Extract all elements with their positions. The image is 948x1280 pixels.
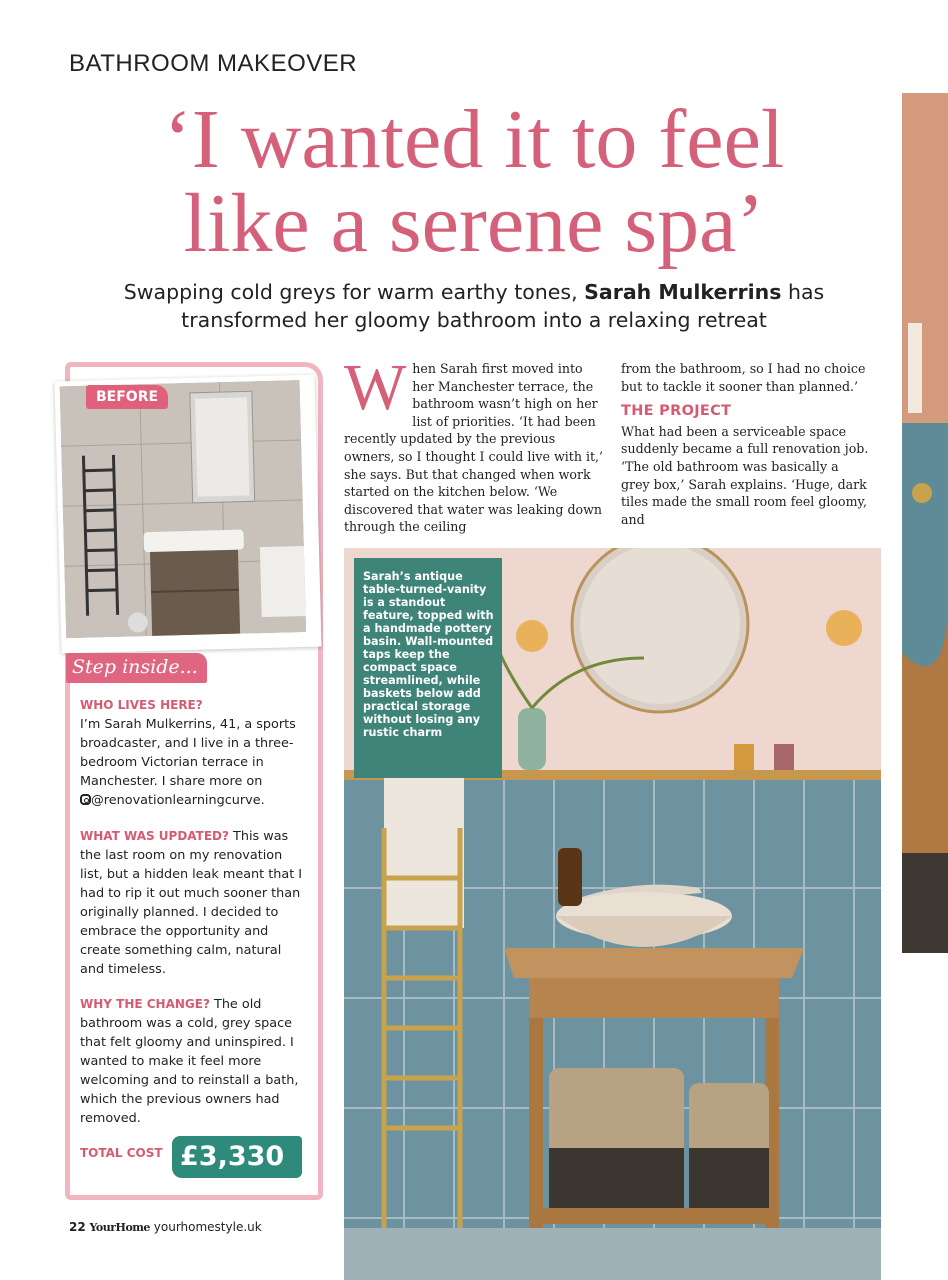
body-col1-text: hen Sarah first moved into her Manchester terrace, the bathroom wasn’t high on her list of priorities. ‘It had been recently updated by the previous owners, so I thought I could live with it,’ she says. But that changed when work started on the kitchen below. ‘We discovered that water was leaking down through the ceiling <box>344 361 604 535</box>
dropcap: W <box>344 351 407 424</box>
step-inside-label: Step inside... <box>66 653 207 683</box>
brand-logo: YourHome <box>89 1221 150 1234</box>
footer-url: yourhomestyle.uk <box>153 1220 262 1234</box>
section-label: BATHROOM MAKEOVER <box>69 50 358 77</box>
total-cost-label: TOTAL COST <box>80 1146 163 1160</box>
what-answer: This was the last room on my renovation list, but a hidden leak meant that I had to rip it out much sooner than originally planned. I decided to embrace the opportunity and create something calm, natural and timeless. <box>80 829 303 977</box>
standfirst-name: Sarah Mulkerrins <box>584 280 782 304</box>
body-column-1 <box>344 351 606 536</box>
adjacent-page-photo <box>902 93 948 953</box>
body-col2-text: What had been a serviceable space suddenly became a full renovation job. ‘The old bathroom was basically a grey box,’ Sarah explains. ‘Huge, dark tiles made the small room feel gloomy, and <box>621 423 869 527</box>
page-footer <box>69 1220 262 1234</box>
before-tag: BEFORE <box>86 385 168 409</box>
who-lives-here-block <box>80 696 304 810</box>
photo-caption: Sarah’s antique table-turned-vanity is a standout feature, topped with a handmade pottery basin. Wall-mounted taps keep the compact space streamlined, while baskets below add practical storage without losing any rustic charm <box>354 558 502 778</box>
before-photo <box>54 375 321 654</box>
instagram-icon <box>80 794 91 805</box>
standfirst-after: has transformed her gloomy bathroom into a relaxing retreat <box>181 280 825 332</box>
headline-line-1: ‘I wanted it to feel <box>163 93 785 186</box>
why-change-block <box>80 995 304 1128</box>
headline-line-2: like a serene spa’ <box>183 177 765 270</box>
who-answer: I’m Sarah Mulkerrins, 41, a sports broadcaster, and I live in a three-bedroom Victorian terrace in Manchester. I share more on <box>80 717 296 789</box>
standfirst-before: Swapping cold greys for warm earthy tones, <box>123 280 585 304</box>
why-answer: The old bathroom was a cold, grey space that felt gloomy and uninspired. I wanted to make it feel more welcoming and to reinstall a bath, which the previous owners had removed. <box>80 997 299 1126</box>
why-question: WHY THE CHANGE? <box>80 997 210 1011</box>
body-col2-intro: from the bathroom, so I had no choice but to tackle it sooner than planned.’ <box>621 361 866 394</box>
who-question: WHO LIVES HERE? <box>80 698 203 712</box>
total-cost-badge: £3,330 <box>172 1136 302 1178</box>
standfirst <box>60 278 888 334</box>
what-question: WHAT WAS UPDATED? <box>80 829 229 843</box>
page-number: 22 <box>69 1220 86 1234</box>
project-subhead: THE PROJECT <box>621 403 732 420</box>
body-column-2 <box>621 360 871 528</box>
instagram-handle: @renovationlearningcurve. <box>91 793 265 808</box>
instagram-line <box>80 791 304 810</box>
what-updated-block <box>80 827 304 979</box>
headline <box>0 93 948 270</box>
